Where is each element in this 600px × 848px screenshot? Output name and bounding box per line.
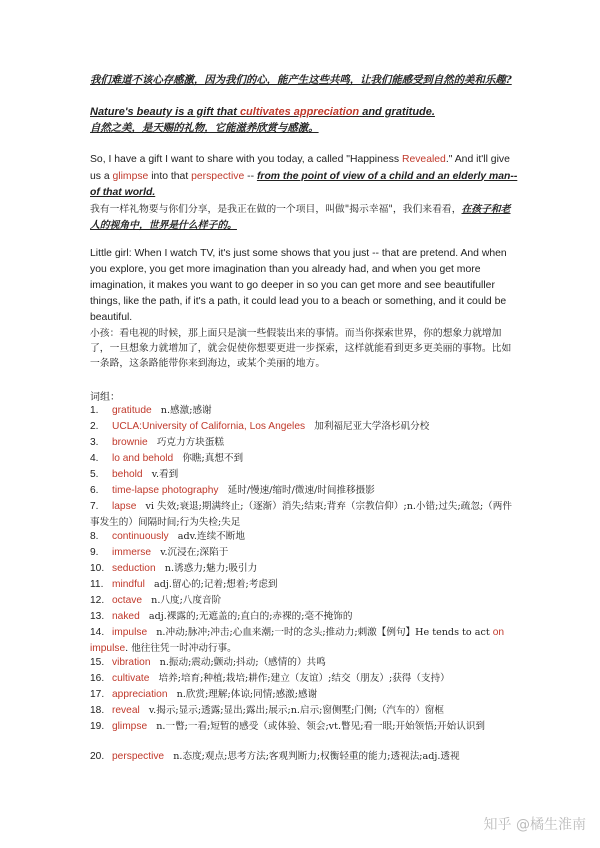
vocab-definition: 培养;培育;种植;栽培;耕作;建立（友谊）;结交（朋友）;获得（支持） (149, 673, 450, 684)
vocab-definition: adj.裸露的;无遮盖的;直白的;赤裸的;毫不掩饰的 (139, 611, 353, 622)
vocab-item (90, 561, 520, 577)
vocab-definition: n.一瞥;一看;短暂的感受（或体验、领会;vt.瞥见;看一眼;开始领悟;开始认识到 (147, 721, 486, 732)
quote-en-a: Nature's beauty is a gift that (90, 106, 240, 118)
vocab-item (90, 671, 520, 687)
vocab-number: 14. (90, 627, 105, 638)
vocab-number: 9. (90, 547, 99, 558)
vocab-item (90, 703, 520, 719)
vocab-word: continuously (112, 531, 169, 542)
vocab-word: naked (112, 611, 140, 622)
vocab-definition: n.欣赏;理解;体谅;同情;感激;感谢 (167, 689, 318, 700)
vocab-number: 18. (90, 705, 105, 716)
vocab-example-translation: . 他往往凭一时冲动行事。 (125, 643, 237, 654)
vocab-number: 19. (90, 721, 105, 732)
paragraph-2-en: Little girl: When I watch TV, it's just some shows that you just -- that are pretend. And when you explore, you get more imagination than you already had, and when you get more imagination, it makes you want to go deeper in so you can get more and see beautifuller things, like the path, if it's a path, it could lead you to a beach or something, and it could be beautiful. (90, 248, 507, 323)
vocab-definition: v.看到 (142, 469, 179, 480)
vocab-item (90, 749, 520, 765)
vocab-item (90, 577, 520, 593)
vocab-definition: 延时/慢速/缩时/微速/时间推移摄影 (218, 485, 375, 496)
vocab-definition: adj.留心的;记着;想着;考虑到 (144, 579, 278, 590)
vocab-definition: 你瞧;真想不到 (173, 453, 244, 464)
vocab-number: 13. (90, 611, 105, 622)
vocab-definition: n.感激;感谢 (151, 405, 212, 416)
vocab-definition: v.揭示;显示;透露;显出;露出;展示;n.启示;窗侧墅;门侧;（汽车的）窗框 (139, 705, 444, 716)
vocab-example-phrase: on impulse (90, 627, 505, 654)
vocab-word: time-lapse photography (112, 485, 219, 496)
vocab-item (90, 403, 520, 419)
vocab-number: 17. (90, 689, 105, 700)
vocab-word: lapse (112, 501, 137, 512)
quote-en (90, 104, 520, 120)
vocab-item (90, 467, 520, 483)
quote-block (90, 104, 520, 136)
vocab-number: 1. (90, 405, 99, 416)
p1-text-2: ." And it'll give us a (90, 154, 510, 182)
vocab-word: immerse (112, 547, 152, 558)
paragraph-2 (90, 246, 520, 371)
vocab-word: lo and behold (112, 453, 174, 464)
vocab-number: 20. (90, 751, 105, 762)
vocab-item (90, 687, 520, 703)
vocab-item (90, 593, 520, 609)
vocab-number: 6. (90, 485, 99, 496)
vocab-word: cultivate (112, 673, 150, 684)
vocab-word: gratitude (112, 405, 152, 416)
quote-zh: 自然之美，是天赐的礼物，它能滋养欣赏与感激。 (90, 122, 319, 134)
vocab-word: brownie (112, 437, 148, 448)
p1-revealed: Revealed (401, 154, 446, 165)
vocab-definition: n.冲动;脉冲;冲击;心血来潮;一时的念头;推动力;刺激【例句】He tends to act (147, 627, 493, 638)
vocab-number: 7. (90, 501, 99, 512)
paragraph-2-zh: 小孩：看电视的时候，那上面只是演一些假装出来的事情。而当你探索世界，你的想象力就增加了，一旦想象力就增加了，就会促使你想要更进一步探索，这样就能看到更多更美丽的事物。比如一条路，这条路能带你来到海边，或某个美丽的地方。 (90, 328, 512, 369)
vocab-definition: n.态度;观点;思考方法;客观判断力;权衡轻重的能力;透视法;adj.透视 (164, 751, 460, 762)
p1-emphasis: from the point of view of a child and an elderly man--of that world. (90, 170, 518, 198)
vocab-item (90, 625, 520, 657)
vocab-number: 5. (90, 469, 99, 480)
p1-text-3: into that (148, 170, 192, 182)
vocab-word: glimpse (112, 721, 148, 732)
watermark: 知乎 @橘生淮南 (483, 817, 586, 833)
quote-en-b: and gratitude. (359, 106, 435, 118)
vocab-item (90, 483, 520, 499)
vocab-item (90, 451, 520, 467)
vocab-title: 词组： (90, 392, 120, 403)
p1-text-4: -- (244, 170, 257, 182)
paragraph-1-en (90, 152, 520, 202)
vocab-definition: n.诱惑力;魅力;吸引力 (155, 563, 258, 574)
intro-question: 我们难道不该心存感激，因为我们的心，能产生这些共鸣，让我们能感受到自然的美和乐趣? (90, 74, 512, 86)
vocab-word: UCLA:University of California, Los Angeles (112, 421, 306, 432)
vocab-number: 10. (90, 563, 105, 574)
vocab-item (90, 719, 520, 735)
vocab-word: perspective (112, 751, 165, 762)
p1-zh-1: 我有一样礼物要与你们分享，是我正在做的一个项目，叫做"揭示幸福"，我们来看看， (90, 203, 462, 215)
vocab-definition: v.沉浸在;深陷于 (151, 547, 229, 558)
vocab-number: 8. (90, 531, 99, 542)
vocab-word: seduction (112, 563, 156, 574)
vocab-definition: vi 失效;衰退;期满终止;（逐渐）消失;结束;背弃（宗教信仰）;n.小错;过失;疏忽;（两件事发生的）间隔时间;行为失检;失足 (90, 501, 512, 528)
p1-text-1: So, I have a gift I want to share with you today, a called "Happiness (90, 154, 402, 165)
quote-en-red: cultivates appreciation (239, 106, 360, 118)
vocab-word: reveal (112, 705, 140, 716)
p1-zh-2: 在孩子和老人的视角中，世界是什么样子的。 (90, 203, 511, 231)
vocab-number: 15. (90, 657, 105, 668)
vocab-item (90, 529, 520, 545)
vocab-number: 4. (90, 453, 99, 464)
vocab-number: 11. (90, 579, 104, 590)
vocab-word: appreciation (112, 689, 168, 700)
vocab-definition: n.振动;震动;颤动;抖动;（感情的）共鸣 (150, 657, 326, 668)
paragraph-1 (90, 152, 520, 234)
vocab-word: vibration (112, 657, 151, 668)
vocab-number: 12. (90, 595, 105, 606)
vocab-definition: 加利福尼亚大学洛杉矶分校 (305, 421, 430, 432)
p1-glimpse: glimpse (112, 170, 149, 182)
vocab-item (90, 435, 520, 451)
vocab-item (90, 499, 520, 531)
vocab-definition: n.八度;八度音阶 (142, 595, 222, 606)
p1-perspective: perspective (191, 170, 245, 182)
vocab-number: 3. (90, 437, 99, 448)
vocab-word: octave (112, 595, 143, 606)
vocab-item (90, 419, 520, 435)
vocab-item (90, 545, 520, 561)
vocab-item (90, 609, 520, 625)
vocab-definition: adv.连续不断地 (168, 531, 245, 542)
vocab-number: 2. (90, 421, 99, 432)
vocab-item (90, 655, 520, 671)
paragraph-1-zh (90, 202, 520, 234)
vocab-word: impulse (112, 627, 148, 638)
vocab-definition: 巧克力方块蛋糕 (147, 437, 224, 448)
vocab-word: behold (112, 469, 143, 480)
vocab-word: mindful (112, 579, 145, 590)
vocab-number: 16. (90, 673, 105, 684)
